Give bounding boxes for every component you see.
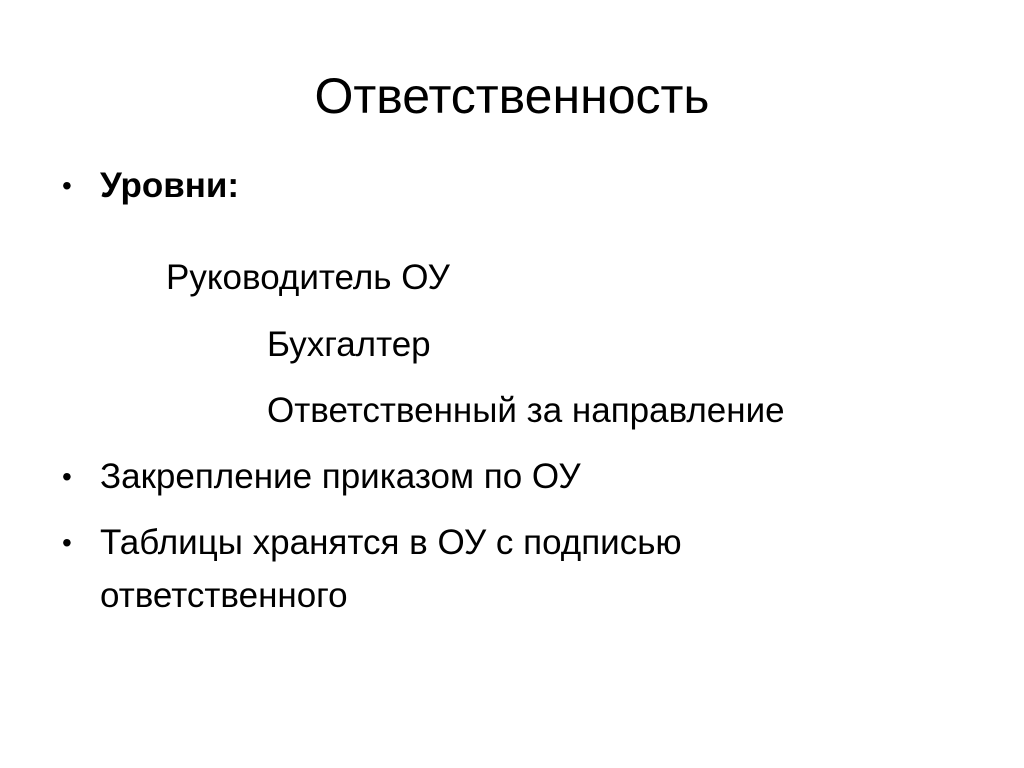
- bullet-icon: •: [62, 527, 72, 558]
- bullet-order-assignment: Закрепление приказом по ОУ: [100, 457, 581, 496]
- bullet-icon: •: [62, 170, 72, 201]
- sub-item-head-of-institution: Руководитель ОУ: [166, 258, 450, 297]
- slide-title: Ответственность: [314, 68, 710, 124]
- bullet-tables-stored-line1: Таблицы хранятся в ОУ с подписью: [100, 523, 682, 562]
- sub-item-responsible-for-direction: Ответственный за направление: [267, 391, 785, 430]
- sub-item-accountant: Бухгалтер: [267, 325, 431, 364]
- bullet-levels-label: Уровни:: [100, 166, 240, 205]
- bullet-icon: •: [62, 461, 72, 492]
- bullet-tables-stored-line2: ответственного: [100, 576, 348, 615]
